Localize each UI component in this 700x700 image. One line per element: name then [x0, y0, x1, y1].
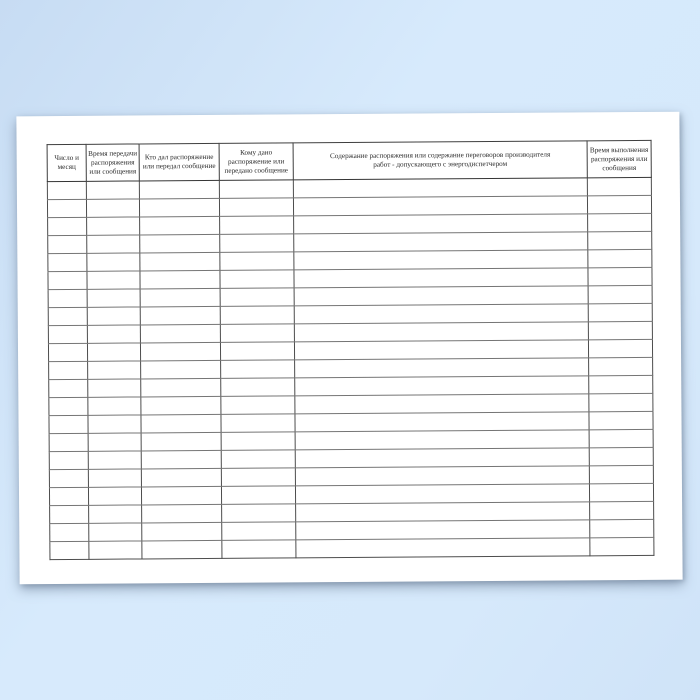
- table-cell: [49, 433, 88, 451]
- table-cell: [47, 199, 86, 217]
- table-cell: [139, 198, 219, 217]
- table-cell: [589, 375, 653, 393]
- table-cell: [293, 196, 587, 216]
- table-cell: [89, 505, 142, 523]
- table-cell: [50, 541, 89, 559]
- table-cell: [589, 465, 653, 483]
- table-cell: [295, 412, 589, 432]
- table-cell: [221, 378, 295, 397]
- table-cell: [141, 432, 221, 451]
- table-cell: [139, 180, 219, 199]
- table-cell: [294, 304, 588, 324]
- table-cell: [49, 361, 88, 379]
- table-cell: [141, 396, 221, 415]
- table-cell: [589, 411, 653, 429]
- table-cell: [48, 325, 87, 343]
- table-cell: [142, 540, 222, 559]
- table-cell: [87, 343, 140, 361]
- table-cell: [221, 432, 295, 451]
- table-cell: [220, 342, 294, 361]
- table-cell: [141, 378, 221, 397]
- table-cell: [587, 195, 651, 213]
- header-label-content: Содержание распоряжения или содержание переговоров производителя работ - допускающего с энергодиспетчером: [330, 150, 551, 169]
- table-cell: [48, 289, 87, 307]
- table-cell: [220, 252, 294, 271]
- table-cell: [141, 486, 221, 505]
- table-cell: [88, 397, 141, 415]
- table-cell: [140, 306, 220, 325]
- table-cell: [588, 231, 652, 249]
- table-cell: [87, 289, 140, 307]
- table-cell: [49, 415, 88, 433]
- table-cell: [296, 538, 590, 558]
- table-cell: [222, 504, 296, 523]
- table-cell: [142, 522, 222, 541]
- table-cell: [221, 486, 295, 505]
- table-cell: [221, 360, 295, 379]
- header-cell-execution-time: [587, 140, 651, 177]
- table-cell: [140, 288, 220, 307]
- table-cell: [48, 217, 87, 235]
- table-cell: [294, 214, 588, 234]
- table-cell: [295, 394, 589, 414]
- table-header-row: [47, 140, 651, 181]
- table-cell: [87, 325, 140, 343]
- table-cell: [589, 483, 653, 501]
- table-cell: [295, 376, 589, 396]
- table-cell: [87, 271, 140, 289]
- table-cell: [219, 180, 293, 199]
- table-cell: [141, 468, 221, 487]
- table-cell: [141, 360, 221, 379]
- paper-sheet: [16, 112, 682, 585]
- table-cell: [86, 199, 139, 217]
- table-cell: [140, 342, 220, 361]
- table-cell: [48, 271, 87, 289]
- table-cell: [221, 450, 295, 469]
- table-cell: [588, 249, 652, 267]
- table-cell: [296, 520, 590, 540]
- table-cell: [88, 361, 141, 379]
- table-cell: [588, 321, 652, 339]
- header-cell-who-received: [219, 143, 293, 181]
- table-cell: [589, 393, 653, 411]
- table-cell: [220, 216, 294, 235]
- table-cell: [48, 343, 87, 361]
- table-cell: [295, 430, 589, 450]
- table-cell: [221, 414, 295, 433]
- table-cell: [589, 357, 653, 375]
- table-cell: [588, 285, 652, 303]
- table-cell: [295, 448, 589, 468]
- table-cell: [220, 324, 294, 343]
- table-cell: [88, 487, 141, 505]
- table-cell: [294, 322, 588, 342]
- table-cell: [587, 177, 651, 195]
- table-cell: [140, 270, 220, 289]
- table-cell: [588, 213, 652, 231]
- table-cell: [87, 217, 140, 235]
- table-cell: [140, 324, 220, 343]
- header-label-who-received: Кому дано распоряжение или передано сообщение: [224, 148, 289, 175]
- table-cell: [588, 339, 652, 357]
- table-cell: [294, 340, 588, 360]
- table-cell: [48, 235, 87, 253]
- table-cell: [88, 415, 141, 433]
- header-cell-content: [293, 141, 587, 180]
- header-label-execution-time: Время выполнения распоряжения или сообщения: [589, 145, 649, 172]
- table-cell: [141, 414, 221, 433]
- table-cell: [588, 303, 652, 321]
- table-cell: [220, 306, 294, 325]
- table-cell: [49, 487, 88, 505]
- table-cell: [140, 234, 220, 253]
- table-cell: [294, 232, 588, 252]
- table-cell: [222, 540, 296, 559]
- table-cell: [222, 522, 296, 541]
- table-cell: [590, 519, 654, 537]
- header-label-who-gave: Кто дал распоряжение или передал сообщение: [142, 152, 216, 171]
- table-cell: [220, 288, 294, 307]
- table-cell: [88, 451, 141, 469]
- table-cell: [88, 469, 141, 487]
- header-cell-who-gave: [139, 143, 219, 181]
- table-cell: [47, 181, 86, 199]
- table-row: [50, 537, 654, 559]
- table-cell: [295, 358, 589, 378]
- header-cell-date: [47, 144, 86, 181]
- table-cell: [590, 537, 654, 555]
- table-cell: [89, 541, 142, 559]
- table-cell: [142, 504, 222, 523]
- table-cell: [140, 216, 220, 235]
- table-cell: [294, 268, 588, 288]
- table-cell: [221, 468, 295, 487]
- table-cell: [220, 270, 294, 289]
- table-cell: [588, 267, 652, 285]
- table-cell: [296, 502, 590, 522]
- table-cell: [220, 234, 294, 253]
- table-header: [47, 140, 651, 181]
- table-cell: [589, 447, 653, 465]
- table-cell: [88, 379, 141, 397]
- header-cell-transfer-time: [86, 144, 139, 181]
- table-cell: [219, 198, 293, 217]
- table-body: [47, 177, 654, 559]
- table-cell: [590, 501, 654, 519]
- table-cell: [49, 451, 88, 469]
- table-cell: [140, 252, 220, 271]
- table-cell: [89, 523, 142, 541]
- table-cell: [87, 235, 140, 253]
- table-cell: [221, 396, 295, 415]
- table-cell: [49, 469, 88, 487]
- table-cell: [88, 433, 141, 451]
- header-label-date: Число и месяц: [54, 153, 79, 172]
- table-cell: [295, 484, 589, 504]
- table-cell: [87, 253, 140, 271]
- table-cell: [293, 178, 587, 198]
- table-cell: [86, 181, 139, 199]
- table-cell: [294, 286, 588, 306]
- header-label-transfer-time: Время передачи распоряжения или сообщения: [88, 148, 138, 176]
- table-cell: [295, 466, 589, 486]
- table-cell: [48, 253, 87, 271]
- dispatcher-log-table: [47, 140, 655, 560]
- table-cell: [49, 379, 88, 397]
- table-cell: [50, 523, 89, 541]
- table-cell: [49, 397, 88, 415]
- table-cell: [87, 307, 140, 325]
- table-cell: [589, 429, 653, 447]
- table-cell: [141, 450, 221, 469]
- table-cell: [50, 505, 89, 523]
- table-cell: [48, 307, 87, 325]
- table-cell: [294, 250, 588, 270]
